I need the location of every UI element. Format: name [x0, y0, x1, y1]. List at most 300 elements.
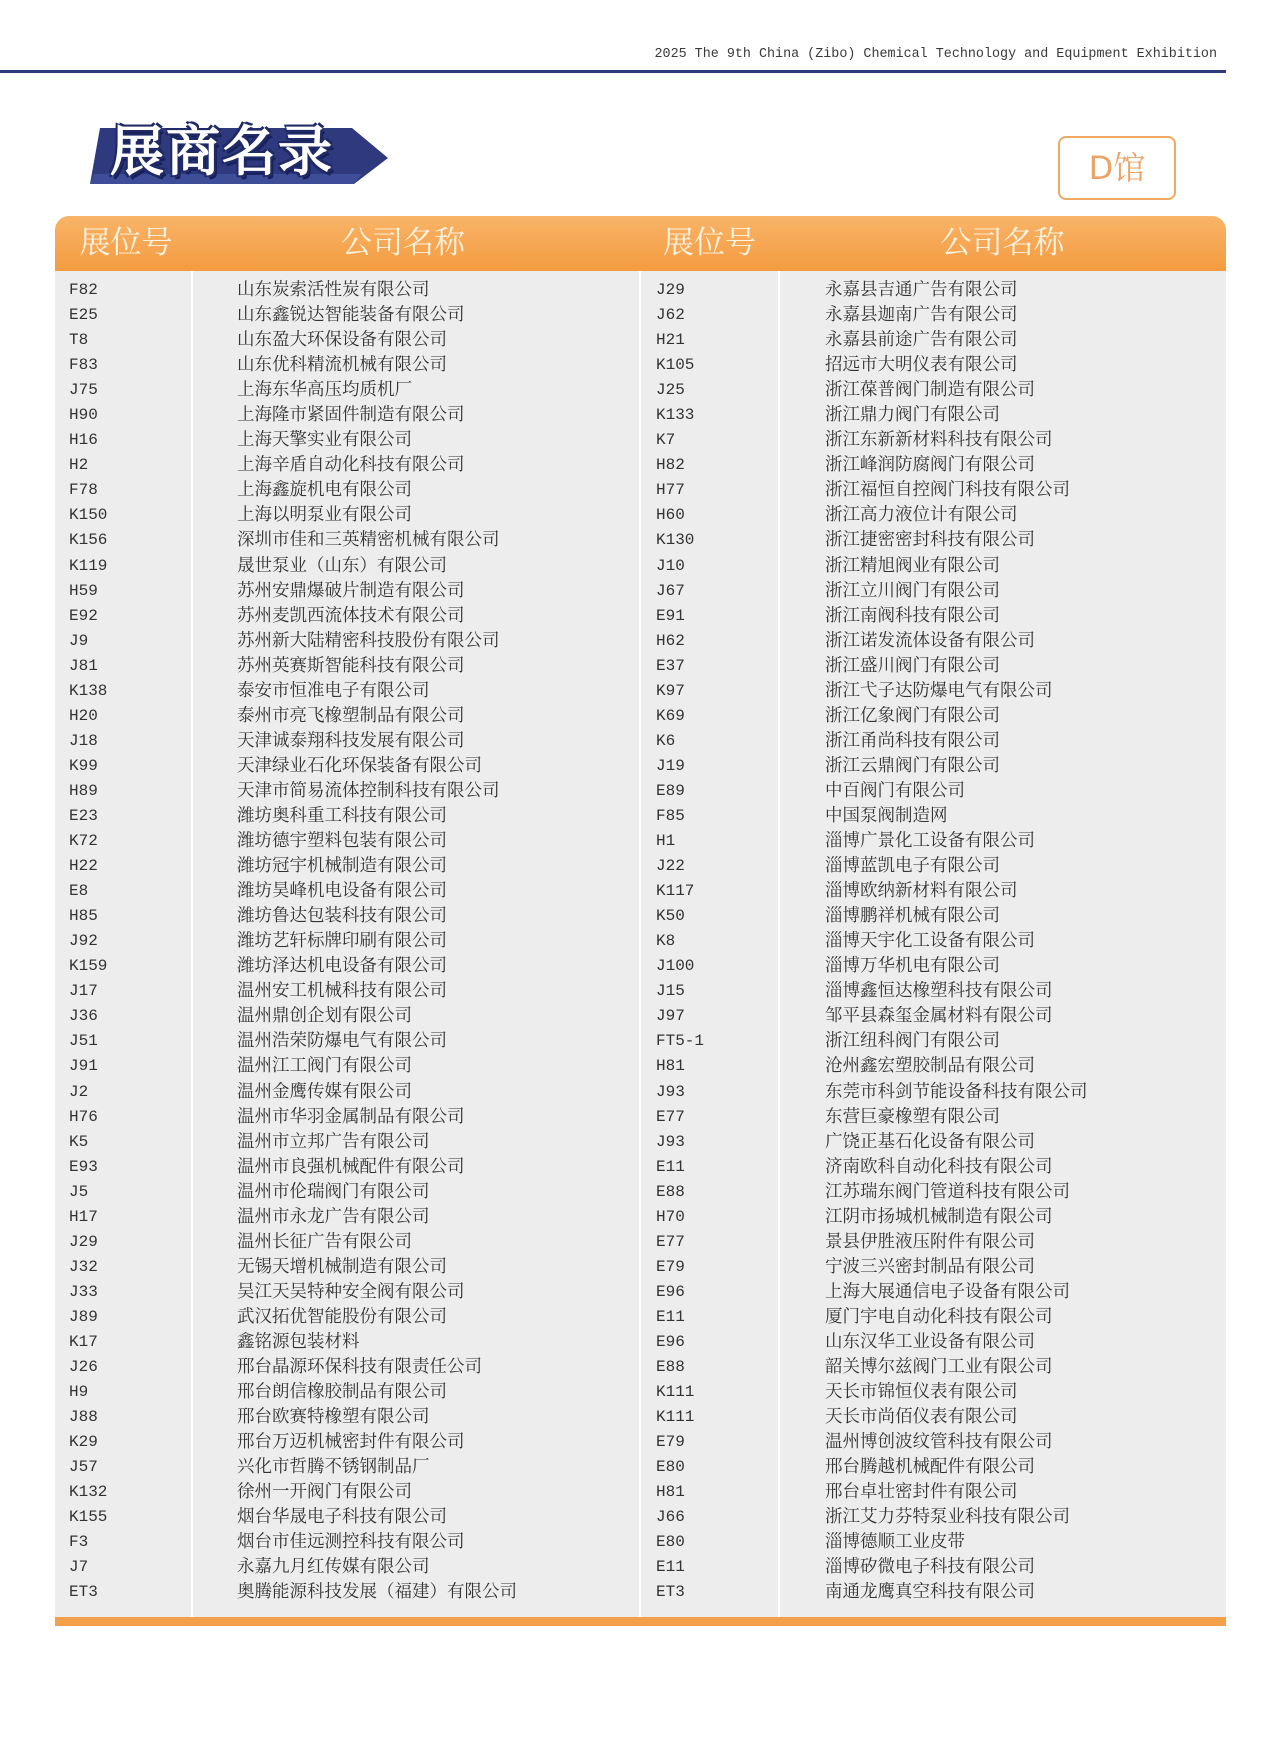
- company-name: 无锡天增机械制造有限公司: [237, 1256, 447, 1277]
- company-name: 深圳市佳和三英精密机械有限公司: [237, 530, 500, 551]
- booth-number: F3: [69, 1533, 89, 1552]
- company-name: 山东优科精流机械有限公司: [237, 355, 447, 376]
- table-row: [55, 1255, 640, 1280]
- table-row: [640, 1230, 1226, 1255]
- table-row: [640, 478, 1226, 503]
- company-name: 苏州新大陆精密科技股份有限公司: [237, 630, 500, 651]
- booth-number: E8: [69, 882, 89, 901]
- table-row: [640, 629, 1226, 654]
- company-name: 浙江弋子达防爆电气有限公司: [825, 680, 1053, 701]
- table-row: [640, 1455, 1226, 1480]
- company-name: 永嘉九月红传媒有限公司: [237, 1557, 430, 1578]
- table-row: [640, 954, 1226, 979]
- table-row: [55, 1555, 640, 1580]
- table-row: [55, 804, 640, 829]
- booth-number: J75: [69, 381, 98, 400]
- table-row: [55, 604, 640, 629]
- booth-number: H81: [656, 1483, 685, 1502]
- company-name: 烟台市佳远测控科技有限公司: [237, 1532, 465, 1553]
- table-row: [55, 1455, 640, 1480]
- table-row: [55, 1180, 640, 1205]
- table-row: [640, 528, 1226, 553]
- table-row: [640, 1180, 1226, 1205]
- company-name: 潍坊泽达机电设备有限公司: [237, 956, 447, 977]
- company-name: 温州金鹰传媒有限公司: [237, 1081, 412, 1102]
- booth-number: J66: [656, 1508, 685, 1527]
- company-name: 浙江福恒自控阀门科技有限公司: [825, 480, 1070, 501]
- company-name: 邢台万迈机械密封件有限公司: [237, 1432, 465, 1453]
- company-name: 潍坊艺轩标牌印刷有限公司: [237, 931, 447, 952]
- table-row: [55, 729, 640, 754]
- company-name: 奥腾能源科技发展（福建）有限公司: [237, 1582, 517, 1603]
- booth-number: K105: [656, 356, 695, 375]
- company-name: 永嘉县迦南广告有限公司: [825, 305, 1018, 326]
- exhibitor-table: [55, 271, 1226, 1617]
- booth-number: K7: [656, 431, 676, 450]
- booth-number: J93: [656, 1082, 685, 1101]
- booth-number: H81: [656, 1057, 685, 1076]
- booth-number: K159: [69, 957, 108, 976]
- table-row: [640, 503, 1226, 528]
- table-row: [640, 1305, 1226, 1330]
- booth-number: E77: [656, 1107, 685, 1126]
- company-name: 浙江云鼎阀门有限公司: [825, 755, 1000, 776]
- booth-number: K155: [69, 1508, 108, 1527]
- table-row: [55, 679, 640, 704]
- company-name: 浙江高力液位计有限公司: [825, 505, 1018, 526]
- booth-number: E79: [656, 1257, 685, 1276]
- company-name: 温州鼎创企划有限公司: [237, 1006, 412, 1027]
- company-name: 南通龙鹰真空科技有限公司: [825, 1582, 1035, 1603]
- table-row: [55, 904, 640, 929]
- table-row: [55, 1054, 640, 1079]
- table-row: [55, 1480, 640, 1505]
- booth-number: FT5-1: [656, 1032, 705, 1051]
- table-row: [640, 428, 1226, 453]
- company-name: 苏州麦凯西流体技术有限公司: [237, 605, 465, 626]
- company-name: 淄博鹏祥机械有限公司: [825, 906, 1000, 927]
- company-name: 招远市大明仪表有限公司: [825, 355, 1018, 376]
- table-header: [55, 216, 1226, 271]
- booth-number: J19: [656, 756, 685, 775]
- booth-number: K97: [656, 681, 685, 700]
- company-name: 浙江艾力芬特泵业科技有限公司: [825, 1507, 1070, 1528]
- booth-number: K117: [656, 882, 695, 901]
- company-name: 徐州一开阀门有限公司: [237, 1482, 412, 1503]
- booth-number: E88: [656, 1182, 685, 1201]
- table-row: [55, 1380, 640, 1405]
- company-name: 江苏瑞东阀门管道科技有限公司: [825, 1181, 1070, 1202]
- table-row: [640, 303, 1226, 328]
- company-name: 上海东华高压均质机厂: [237, 380, 412, 401]
- table-row: [640, 829, 1226, 854]
- company-name: 浙江葆普阀门制造有限公司: [825, 380, 1035, 401]
- table-row: [55, 579, 640, 604]
- booth-number: H82: [656, 456, 685, 475]
- company-name: 天津诚泰翔科技发展有限公司: [237, 730, 465, 751]
- table-row: [640, 378, 1226, 403]
- booth-number: E79: [656, 1433, 685, 1452]
- booth-number: ET3: [69, 1583, 98, 1602]
- company-name: 淄博天宇化工设备有限公司: [825, 931, 1035, 952]
- hall-label: D馆: [1058, 136, 1176, 200]
- table-row: [55, 1280, 640, 1305]
- table-row: [55, 403, 640, 428]
- company-name: 浙江鼎力阀门有限公司: [825, 405, 1000, 426]
- table-row: [55, 353, 640, 378]
- booth-number: H77: [656, 481, 685, 500]
- company-name: 厦门宇电自动化科技有限公司: [825, 1306, 1053, 1327]
- company-name: 上海天擎实业有限公司: [237, 430, 412, 451]
- company-name: 温州市良强机械配件有限公司: [237, 1156, 465, 1177]
- booth-number: E92: [69, 606, 98, 625]
- company-name: 浙江盛川阀门有限公司: [825, 655, 1000, 676]
- booth-number: K6: [656, 731, 676, 750]
- company-name: 浙江纽科阀门有限公司: [825, 1031, 1000, 1052]
- banner-title: 展商名录: [110, 120, 334, 183]
- table-row: [640, 854, 1226, 879]
- table-row: [55, 1405, 640, 1430]
- company-name: 韶关博尔兹阀门工业有限公司: [825, 1357, 1053, 1378]
- company-name: 浙江精旭阀业有限公司: [825, 555, 1000, 576]
- exhibitor-list-right: [640, 278, 1226, 1605]
- table-row: [55, 1580, 640, 1605]
- booth-number: H76: [69, 1107, 98, 1126]
- table-row: [640, 929, 1226, 954]
- table-row: [640, 1080, 1226, 1105]
- booth-number: H90: [69, 406, 98, 425]
- booth-number: K150: [69, 506, 108, 525]
- company-name: 山东盈大环保设备有限公司: [237, 330, 447, 351]
- booth-number: E11: [656, 1157, 685, 1176]
- booth-number: H60: [656, 506, 685, 525]
- booth-number: E93: [69, 1157, 98, 1176]
- table-row: [640, 1380, 1226, 1405]
- table-row: [640, 1505, 1226, 1530]
- company-name: 广饶正基石化设备有限公司: [825, 1131, 1035, 1152]
- booth-number: E11: [656, 1558, 685, 1577]
- company-name: 苏州安鼎爆破片制造有限公司: [237, 580, 465, 601]
- company-name: 淄博鑫恒达橡塑科技有限公司: [825, 981, 1053, 1002]
- company-name: 鑫铭源包装材料: [237, 1331, 360, 1352]
- column-header-booth-right: 展位号: [663, 225, 756, 261]
- company-name: 上海辛盾自动化科技有限公司: [237, 455, 465, 476]
- booth-number: H1: [656, 832, 676, 851]
- company-name: 浙江立川阀门有限公司: [825, 580, 1000, 601]
- company-name: 淄博欧纳新材料有限公司: [825, 881, 1018, 902]
- column-header-company-right: 公司名称: [940, 225, 1065, 261]
- booth-number: H22: [69, 857, 98, 876]
- table-row: [55, 1080, 640, 1105]
- booth-number: E80: [656, 1458, 685, 1477]
- table-row: [640, 1205, 1226, 1230]
- table-row: [640, 804, 1226, 829]
- booth-number: K130: [656, 531, 695, 550]
- table-row: [55, 1230, 640, 1255]
- booth-number: J26: [69, 1358, 98, 1377]
- column-header-booth-left: 展位号: [79, 225, 173, 261]
- table-row: [55, 303, 640, 328]
- table-row: [640, 328, 1226, 353]
- booth-number: J51: [69, 1032, 98, 1051]
- company-name: 温州市永龙广告有限公司: [237, 1206, 430, 1227]
- table-row: [55, 1105, 640, 1130]
- company-name: 温州江工阀门有限公司: [237, 1056, 412, 1077]
- company-name: 淄博矽微电子科技有限公司: [825, 1557, 1035, 1578]
- booth-number: H59: [69, 581, 98, 600]
- table-row: [55, 478, 640, 503]
- booth-number: K17: [69, 1332, 98, 1351]
- table-row: [55, 1430, 640, 1455]
- booth-number: H85: [69, 907, 98, 926]
- company-name: 东营巨豪橡塑有限公司: [825, 1106, 1000, 1127]
- table-row: [55, 1029, 640, 1054]
- table-row: [640, 1355, 1226, 1380]
- booth-number: K72: [69, 832, 98, 851]
- table-row: [640, 879, 1226, 904]
- company-name: 天津市简易流体控制科技有限公司: [237, 780, 500, 801]
- company-name: 潍坊冠宇机械制造有限公司: [237, 856, 447, 877]
- table-row: [55, 278, 640, 303]
- table-row: [55, 1355, 640, 1380]
- booth-number: J97: [656, 1007, 685, 1026]
- booth-number: H89: [69, 781, 98, 800]
- booth-number: K5: [69, 1132, 89, 1151]
- booth-number: H9: [69, 1383, 89, 1402]
- company-name: 上海隆市紧固件制造有限公司: [237, 405, 465, 426]
- booth-number: K133: [656, 406, 695, 425]
- company-name: 中国泵阀制造网: [825, 805, 948, 826]
- company-name: 潍坊昊峰机电设备有限公司: [237, 881, 447, 902]
- company-name: 邢台朗信橡胶制品有限公司: [237, 1382, 447, 1403]
- booth-number: K29: [69, 1433, 98, 1452]
- table-row: [55, 1004, 640, 1029]
- booth-number: K156: [69, 531, 108, 550]
- company-name: 温州市伦瑞阀门有限公司: [237, 1181, 430, 1202]
- booth-number: J89: [69, 1307, 98, 1326]
- table-row: [55, 1330, 640, 1355]
- table-row: [640, 579, 1226, 604]
- table-row: [640, 554, 1226, 579]
- company-name: 天津绿业石化环保装备有限公司: [237, 755, 482, 776]
- booth-number: J22: [656, 857, 685, 876]
- table-row: [640, 403, 1226, 428]
- booth-number: J100: [656, 957, 695, 976]
- table-row: [640, 1530, 1226, 1555]
- booth-number: J67: [656, 581, 685, 600]
- table-row: [640, 1255, 1226, 1280]
- booth-number: K132: [69, 1483, 108, 1502]
- company-name: 淄博蓝凯电子有限公司: [825, 856, 1000, 877]
- booth-number: E25: [69, 306, 98, 325]
- company-name: 浙江诺发流体设备有限公司: [825, 630, 1035, 651]
- company-name: 上海以明泵业有限公司: [237, 505, 412, 526]
- company-name: 天长市尚佰仪表有限公司: [825, 1407, 1018, 1428]
- table-row: [640, 729, 1226, 754]
- section-banner: [88, 118, 393, 188]
- company-name: 温州博创波纹管科技有限公司: [825, 1432, 1053, 1453]
- table-bottom-bar: [55, 1617, 1226, 1626]
- booth-number: E11: [656, 1307, 685, 1326]
- company-name: 浙江峰润防腐阀门有限公司: [825, 455, 1035, 476]
- table-row: [640, 979, 1226, 1004]
- booth-number: F82: [69, 281, 98, 299]
- company-name: 温州市华羽金属制品有限公司: [237, 1106, 465, 1127]
- company-name: 潍坊德宇塑料包装有限公司: [237, 831, 447, 852]
- booth-number: K119: [69, 556, 108, 575]
- booth-number: J15: [656, 982, 685, 1001]
- company-name: 温州长征广告有限公司: [237, 1231, 412, 1252]
- booth-number: E89: [656, 781, 685, 800]
- booth-number: J29: [69, 1232, 98, 1251]
- booth-number: E91: [656, 606, 685, 625]
- table-row: [640, 1580, 1226, 1605]
- booth-number: H2: [69, 456, 89, 475]
- table-row: [55, 929, 640, 954]
- table-row: [640, 604, 1226, 629]
- booth-number: H70: [656, 1207, 685, 1226]
- company-name: 温州安工机械科技有限公司: [237, 981, 447, 1002]
- table-row: [640, 1004, 1226, 1029]
- booth-number: J32: [69, 1257, 98, 1276]
- booth-number: ET3: [656, 1583, 685, 1602]
- exhibitor-list-left: [55, 278, 640, 1605]
- booth-number: K69: [656, 706, 685, 725]
- company-name: 山东鑫锐达智能装备有限公司: [237, 305, 465, 326]
- booth-number: J33: [69, 1282, 98, 1301]
- booth-number: K99: [69, 756, 98, 775]
- company-name: 烟台华晟电子科技有限公司: [237, 1507, 447, 1528]
- booth-number: F83: [69, 356, 98, 375]
- table-row: [640, 1555, 1226, 1580]
- table-row: [55, 1505, 640, 1530]
- booth-number: E96: [656, 1332, 685, 1351]
- company-name: 潍坊鲁达包装科技有限公司: [237, 906, 447, 927]
- exhibition-title: 2025 The 9th China (Zibo) Chemical Technology and Equipment Exhibition: [654, 47, 1217, 62]
- company-name: 中百阀门有限公司: [825, 780, 965, 801]
- booth-number: T8: [69, 331, 89, 350]
- booth-number: J17: [69, 982, 98, 1001]
- table-row: [55, 1130, 640, 1155]
- table-row: [640, 904, 1226, 929]
- table-row: [55, 779, 640, 804]
- booth-number: J57: [69, 1458, 98, 1477]
- company-name: 淄博广景化工设备有限公司: [825, 831, 1035, 852]
- company-name: 温州浩荣防爆电气有限公司: [237, 1031, 447, 1052]
- table-row: [55, 1530, 640, 1555]
- booth-number: J91: [69, 1057, 98, 1076]
- company-name: 江阴市扬城机械制造有限公司: [825, 1206, 1053, 1227]
- company-name: 泰州市亮飞橡塑制品有限公司: [237, 705, 465, 726]
- company-name: 天长市锦恒仪表有限公司: [825, 1382, 1018, 1403]
- booth-number: J25: [656, 381, 685, 400]
- table-row: [640, 1330, 1226, 1355]
- booth-number: H17: [69, 1207, 98, 1226]
- table-row: [640, 1405, 1226, 1430]
- booth-number: J7: [69, 1558, 89, 1577]
- booth-number: J29: [656, 281, 685, 299]
- booth-number: H20: [69, 706, 98, 725]
- company-name: 永嘉县吉通广告有限公司: [825, 280, 1018, 300]
- booth-number: J5: [69, 1182, 89, 1201]
- company-name: 淄博万华机电有限公司: [825, 956, 1000, 977]
- booth-number: H62: [656, 631, 685, 650]
- company-name: 邢台卓壮密封件有限公司: [825, 1482, 1018, 1503]
- table-row: [55, 704, 640, 729]
- table-row: [55, 328, 640, 353]
- company-name: 永嘉县前途广告有限公司: [825, 330, 1018, 351]
- booth-number: J9: [69, 631, 89, 650]
- table-row: [55, 754, 640, 779]
- table-row: [640, 754, 1226, 779]
- booth-number: J18: [69, 731, 98, 750]
- table-row: [55, 428, 640, 453]
- table-row: [55, 554, 640, 579]
- booth-number: J36: [69, 1007, 98, 1026]
- booth-number: J92: [69, 932, 98, 951]
- booth-number: H21: [656, 331, 685, 350]
- table-row: [55, 629, 640, 654]
- table-row: [55, 503, 640, 528]
- table-row: [55, 528, 640, 553]
- booth-number: J10: [656, 556, 685, 575]
- table-row: [640, 1054, 1226, 1079]
- table-row: [640, 1480, 1226, 1505]
- table-row: [55, 854, 640, 879]
- company-name: 潍坊奥科重工科技有限公司: [237, 805, 447, 826]
- header-rule: [0, 70, 1226, 73]
- table-row: [55, 954, 640, 979]
- table-row: [640, 278, 1226, 303]
- table-row: [640, 1105, 1226, 1130]
- company-name: 武汉拓优智能股份有限公司: [237, 1306, 447, 1327]
- company-name: 泰安市恒准电子有限公司: [237, 680, 430, 701]
- company-name: 兴化市哲腾不锈钢制品厂: [237, 1457, 430, 1478]
- table-row: [55, 453, 640, 478]
- booth-number: K50: [656, 907, 685, 926]
- booth-number: E88: [656, 1358, 685, 1377]
- company-name: 温州市立邦广告有限公司: [237, 1131, 430, 1152]
- table-row: [55, 829, 640, 854]
- company-name: 浙江东新新材料科技有限公司: [825, 430, 1053, 451]
- company-name: 淄博德顺工业皮带: [825, 1532, 965, 1553]
- booth-number: K111: [656, 1383, 695, 1402]
- table-row: [55, 1305, 640, 1330]
- company-name: 景县伊胜液压附件有限公司: [825, 1231, 1035, 1252]
- booth-number: J2: [69, 1082, 89, 1101]
- company-name: 东莞市科剑节能设备科技有限公司: [825, 1081, 1088, 1102]
- table-row: [55, 1155, 640, 1180]
- table-row: [55, 654, 640, 679]
- company-name: 邢台欧赛特橡塑有限公司: [237, 1407, 430, 1428]
- company-name: 浙江甬尚科技有限公司: [825, 730, 1000, 751]
- table-row: [640, 779, 1226, 804]
- table-row: [640, 1130, 1226, 1155]
- column-header-company-left: 公司名称: [341, 225, 465, 261]
- table-row: [55, 979, 640, 1004]
- company-name: 邢台腾越机械配件有限公司: [825, 1457, 1035, 1478]
- booth-number: K138: [69, 681, 108, 700]
- company-name: 济南欧科自动化科技有限公司: [825, 1156, 1053, 1177]
- company-name: 山东汉华工业设备有限公司: [825, 1331, 1035, 1352]
- company-name: 邢台晶源环保科技有限责任公司: [237, 1357, 482, 1378]
- table-row: [640, 1430, 1226, 1455]
- table-row: [640, 704, 1226, 729]
- table-row: [640, 453, 1226, 478]
- table-row: [640, 1280, 1226, 1305]
- booth-number: J81: [69, 656, 98, 675]
- company-name: 山东炭索活性炭有限公司: [237, 280, 430, 300]
